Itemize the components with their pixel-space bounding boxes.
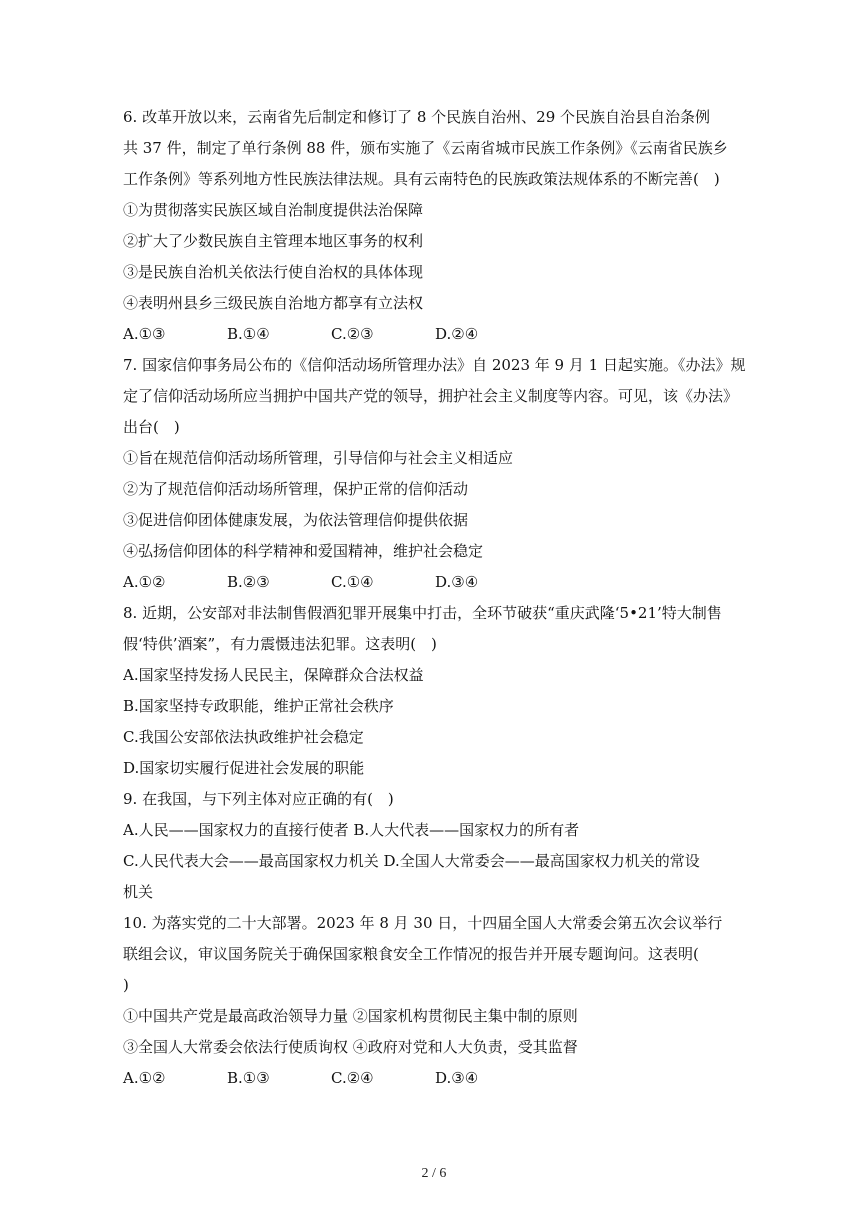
answer-option: C.人民代表大会——最高国家权力机关 D.全国人大常委会——最高国家权力机关的常设	[123, 852, 700, 870]
statement-option: ③全国人大常委会依法行使质询权 ④政府对党和人大负责，受其监督	[123, 1038, 578, 1056]
answer-choice-a: A.①②	[123, 1069, 166, 1087]
question-7	[123, 350, 755, 598]
statement-option: ④弘扬信仰团体的科学精神和爱国精神，维护社会稳定	[123, 542, 484, 560]
answer-option: A.人民——国家权力的直接行使者 B.人大代表——国家权力的所有者	[123, 821, 580, 839]
page-number: 2 / 6	[421, 1166, 447, 1181]
answer-option: C.我国公安部依法执政维护社会稳定	[123, 728, 364, 746]
statement-option: ①为贯彻落实民族区域自治制度提供法治保障	[123, 201, 424, 219]
question-stem-line: 10. 为落实党的二十大部署。2023 年 8 月 30 日，十四届全国人大常委会第五次会议举行	[123, 914, 723, 932]
answer-option: A.国家坚持发扬人民民主，保障群众合法权益	[123, 666, 424, 684]
answer-choice-a: A.①②	[123, 573, 166, 591]
question-stem-line: 工作条例》等系列地方性民族法律法规。具有云南特色的民族政策法规体系的不断完善( )	[123, 170, 720, 188]
question-stem-line: 8. 近期，公安部对非法制售假酒犯罪开展集中打击，全环节破获“重庆武隆‘5•21’特大制售	[123, 604, 722, 622]
question-stem-line: 7. 国家信仰事务局公布的《信仰活动场所管理办法》自 2023 年 9 月 1 日起实施。《办法》规	[123, 356, 746, 374]
question-stem-line: 出台( )	[123, 418, 180, 436]
question-9	[123, 784, 755, 908]
answer-choice-c: C.①④	[331, 573, 374, 591]
statement-option: ①旨在规范信仰活动场所管理，引导信仰与社会主义相适应	[123, 449, 514, 467]
statement-option: ①中国共产党是最高政治领导力量 ②国家机构贯彻民主集中制的原则	[123, 1007, 578, 1025]
question-stem-line: 假‘特供’酒案”，有力震慑违法犯罪。这表明( )	[123, 635, 437, 653]
answer-choice-b: B.①③	[227, 1069, 270, 1087]
answer-choices	[123, 567, 755, 598]
question-10	[123, 908, 755, 1094]
answer-choice-a: A.①③	[123, 325, 166, 343]
question-6	[123, 102, 755, 350]
answer-option: D.国家切实履行促进社会发展的职能	[123, 759, 365, 777]
answer-choice-c: C.②④	[331, 1069, 374, 1087]
answer-choice-b: B.①④	[227, 325, 270, 343]
question-stem-line: )	[123, 976, 129, 994]
answer-choice-c: C.②③	[331, 325, 374, 343]
answer-choice-b: B.②③	[227, 573, 270, 591]
statement-option: ④表明州县乡三级民族自治地方都享有立法权	[123, 294, 424, 312]
question-stem-line: 定了信仰活动场所应当拥护中国共产党的领导，拥护社会主义制度等内容。可见，该《办法》	[123, 387, 739, 405]
answer-choices	[123, 319, 755, 350]
question-list	[123, 102, 755, 1094]
question-stem-line: 共 37 件，制定了单行条例 88 件，颁布实施了《云南省城市民族工作条例》《云南省民族乡	[123, 139, 728, 157]
question-8	[123, 598, 755, 784]
question-stem-line: 9. 在我国，与下列主体对应正确的有( )	[123, 790, 394, 808]
answer-choice-d: D.②④	[435, 325, 479, 343]
answer-choices	[123, 1063, 755, 1094]
question-stem-line: 联组会议，审议国务院关于确保国家粮食安全工作情况的报告并开展专题询问。这表明(	[123, 945, 699, 963]
answer-choice-d: D.③④	[435, 1069, 479, 1087]
statement-option: ③促进信仰团体健康发展，为依法管理信仰提供依据	[123, 511, 469, 529]
answer-choice-d: D.③④	[435, 573, 479, 591]
answer-option: 机关	[123, 883, 154, 901]
statement-option: ③是民族自治机关依法行使自治权的具体体现	[123, 263, 424, 281]
statement-option: ②为了规范信仰活动场所管理，保护正常的信仰活动	[123, 480, 469, 498]
answer-option: B.国家坚持专政职能，维护正常社会秩序	[123, 697, 394, 715]
statement-option: ②扩大了少数民族自主管理本地区事务的权利	[123, 232, 424, 250]
question-stem-line: 6. 改革开放以来，云南省先后制定和修订了 8 个民族自治州、29 个民族自治县自治条例	[123, 108, 711, 126]
